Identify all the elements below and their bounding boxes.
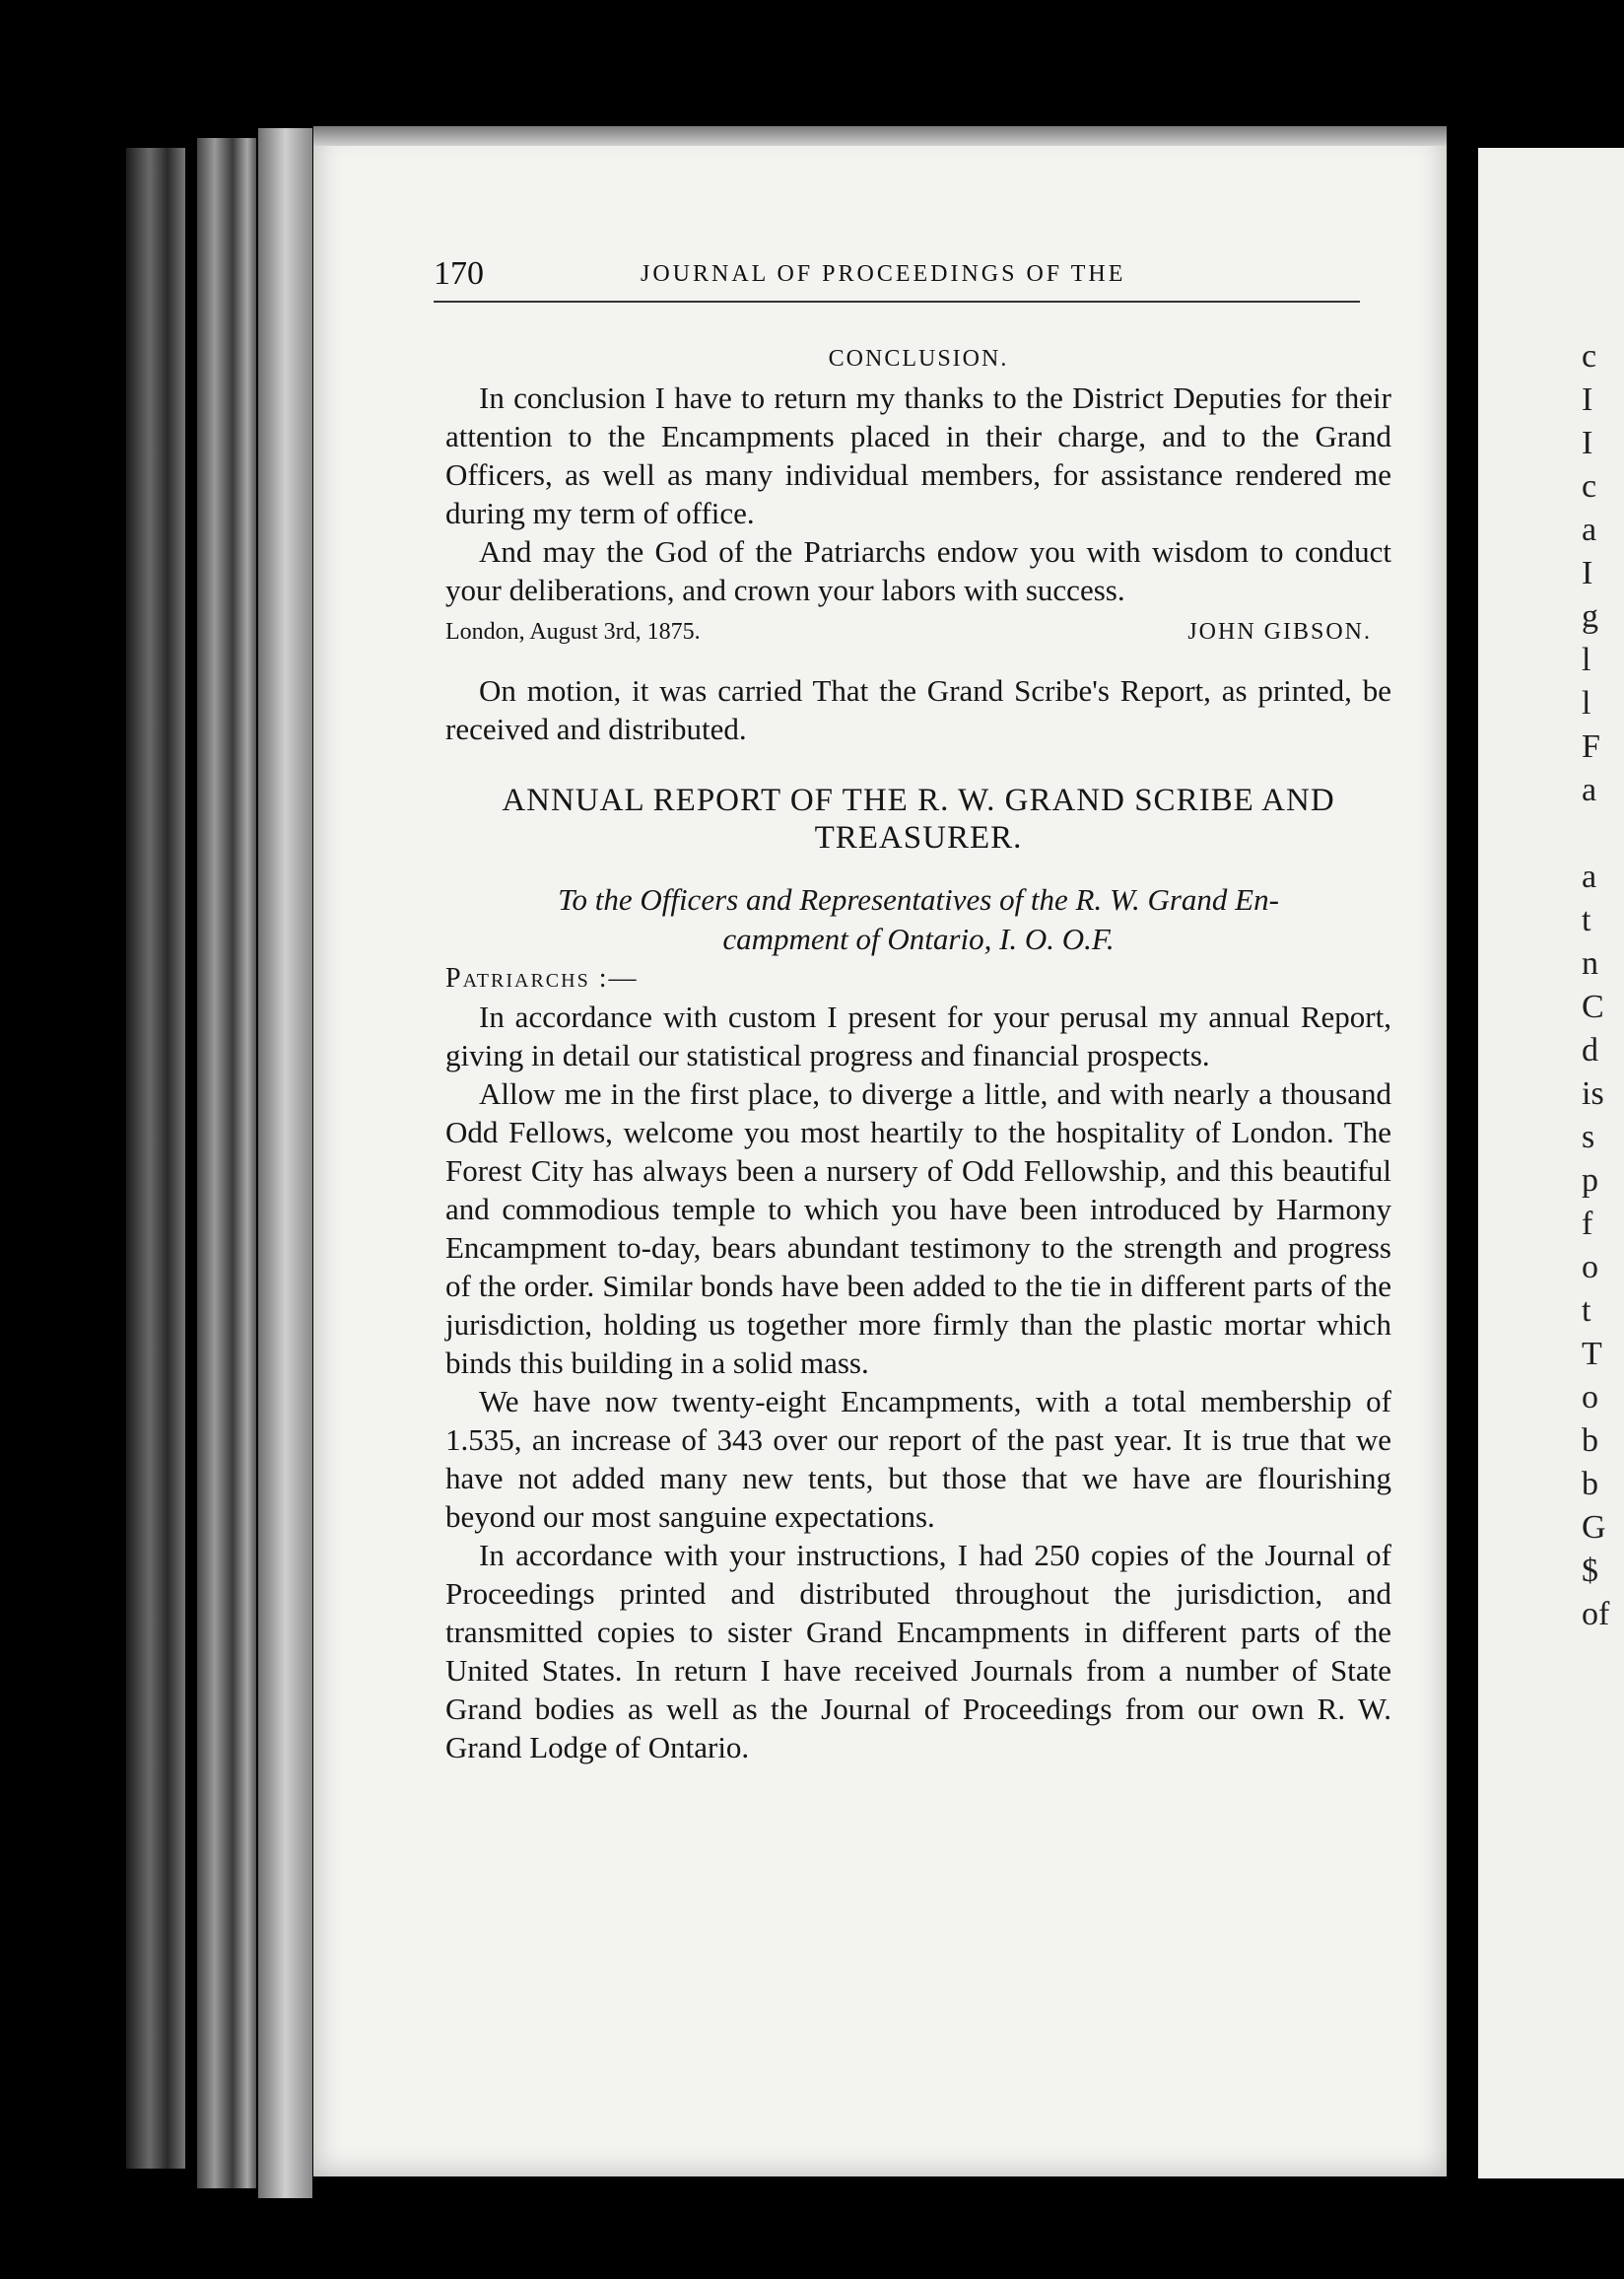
book-page-edges [197, 138, 256, 2188]
facing-page-margin-text: c I I c a I g l l F a a t n C d is s p f o t T o b b G $ of [1582, 338, 1610, 1632]
paragraph: And may the God of the Patriarchs endow you with wisdom to conduct your deliberations, and crown your labors with success. [445, 534, 1391, 607]
report-title-line: TREASURER. [814, 820, 1023, 856]
page-header [434, 251, 1360, 303]
book-page-edges [126, 148, 185, 2169]
address-line: To the Officers and Representatives of the R. W. Grand En- [558, 882, 1279, 917]
report-title [445, 782, 1391, 857]
address-line: campment of Ontario, I. O. O.F. [722, 922, 1115, 956]
page-number: 170 [434, 255, 484, 292]
paragraph: In conclusion I have to return my thanks to the District Deputies for their attention to the Encampments placed in their charge, and to the Grand Officers, as well as many individual members, for assistance rendered me during my term of office. [445, 380, 1391, 530]
paragraph: We have now twenty-eight Encampments, with a total membership of 1.535, an increase of 343 over our report of the past year. It is true that we have not added many new tents, but those that we have are flourishing beyond our most sanguine expectations. [445, 1384, 1391, 1534]
place-date: London, August 3rd, 1875. [445, 619, 701, 645]
paragraph: Allow me in the first place, to diverge a little, and with nearly a thousand Odd Fellows, welcome you most heartily to the hospitality of London. The Forest City has always been a nursery of Odd Fellowship, and this beautiful and commodious temple to which you have been introduced by Harmony Encampment to-day, bears abundant testimony to the strength and progress of the order. Similar bonds have been added to the tie in different parts of the jurisdiction, holding us together more firmly than the plastic mortar which binds this building in a solid mass. [445, 1076, 1391, 1380]
paragraph: In accordance with your instructions, I had 250 copies of the Journal of Proceedings printed and distributed throughout the jurisdiction, and transmitted copies to sister Grand Encampments in different parts of the United States. In return I have received Journals from a number of State Grand bodies as well as the Journal of Proceedings from our own R. W. Grand Lodge of Ontario. [445, 1538, 1391, 1764]
section-heading: CONCLUSION. [828, 346, 1009, 372]
report-address [445, 880, 1391, 959]
page-top-edge [313, 126, 1447, 146]
signature-block [445, 613, 1391, 652]
salutation: Patriarchs :— [445, 963, 639, 994]
signer-name: JOHN GIBSON. [1187, 619, 1372, 645]
report-title-line: ANNUAL REPORT OF THE R. W. GRAND SCRIBE AND [502, 783, 1335, 818]
page-body [445, 340, 1391, 1766]
running-head: JOURNAL OF PROCEEDINGS OF THE [641, 261, 1126, 287]
paragraph: In accordance with custom I present for your perusal my annual Report, giving in detail our statistical progress and financial prospects. [445, 1000, 1391, 1072]
book-page-edges [258, 128, 312, 2198]
motion-paragraph: On motion, it was carried That the Grand Scribe's Report, as printed, be received and distributed. [445, 673, 1391, 746]
